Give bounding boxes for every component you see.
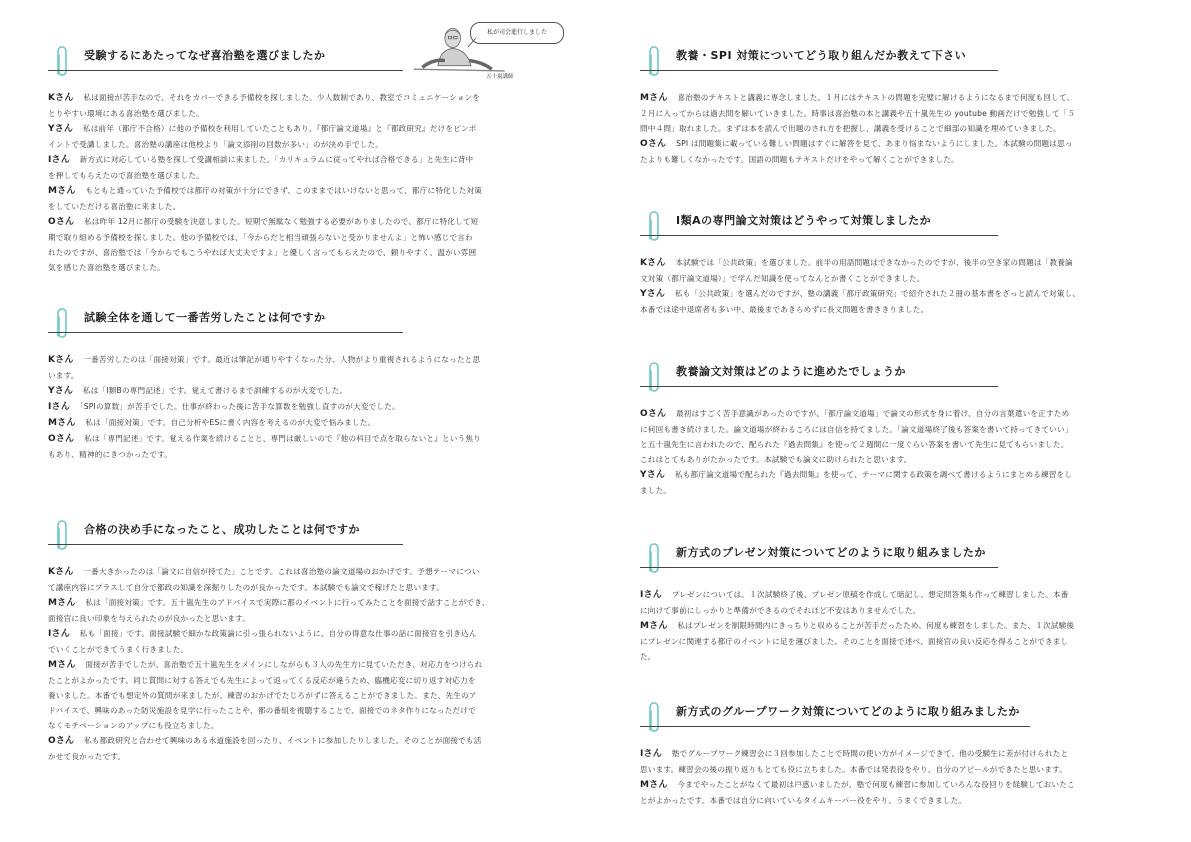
speaker-label: Mさん xyxy=(48,598,76,608)
answer-line xyxy=(48,688,554,703)
answer-paragraph xyxy=(48,214,554,275)
heading-underline xyxy=(48,332,403,333)
answer-text: て講座内容にプラスして自分で都政の知識を深掘りしたのが良かったです。本試験でも論文で稼げたと思います。 xyxy=(48,583,445,592)
paperclip-icon xyxy=(644,541,662,577)
paperclip-icon xyxy=(52,306,70,342)
answer-text: 養いました。本番でも想定外の質問が来ましたが、練習のおかげでたじろがずに答えることができました。また、先生のア xyxy=(48,691,477,700)
answer-text: もともと通っていた予備校では都庁の対策が十分にできず、このままではいけないと思って、都庁に特化した対策 xyxy=(85,186,483,195)
answer-text: ドバイスで、興味のあった防災施設を見学に行ったことや、都の番組を視聴することで、面接でのネタ作りになっただけで xyxy=(48,706,476,715)
paperclip-icon xyxy=(644,700,662,736)
qa-section xyxy=(640,360,1140,498)
answer-text: SPI は問題集に載っている難しい問題はすぐに解答を見て、あまり悩まないようにしました。本試験の問題は思っ xyxy=(676,139,1073,148)
speaker-label: Kさん xyxy=(640,258,666,268)
answer-line xyxy=(48,183,554,199)
answer-paragraph xyxy=(48,626,554,657)
speech-bubble-text: 私が司会進行しました xyxy=(486,29,547,36)
speaker-label: Iさん xyxy=(48,155,70,165)
section-body xyxy=(48,90,554,275)
heading-underline xyxy=(48,544,403,545)
answer-paragraph xyxy=(640,467,1140,498)
paperclip-icon xyxy=(52,518,70,554)
answer-line xyxy=(48,152,554,168)
section-heading xyxy=(640,360,1140,384)
answer-text: 私は面接が苦手なので、それをカバーできる予備校を探しました。少人数制であり、教室でコミュニケーションを xyxy=(83,93,481,102)
answer-line xyxy=(48,399,554,415)
answer-line xyxy=(48,718,554,733)
speaker-label: Iさん xyxy=(640,749,662,759)
qa-section xyxy=(640,541,1140,664)
section-body xyxy=(640,90,1140,167)
speech-bubble xyxy=(470,22,564,44)
instructor-caption: 五十嵐講師 xyxy=(486,74,514,80)
answer-text: を押してもらえたので喜治塾を選びました。 xyxy=(48,171,204,180)
answer-line xyxy=(48,564,554,580)
answer-line xyxy=(48,214,554,230)
section-heading xyxy=(640,209,1140,233)
answer-text: 気を感じた喜治塾を選びました。 xyxy=(48,263,165,272)
answer-line xyxy=(640,634,1140,649)
section-body xyxy=(640,746,1140,808)
speaker-label: Yさん xyxy=(640,289,666,299)
answer-text: 本試験では「公共政策」を選びました。前半の用語問題はできなかったのですが、後半の空き家の問題は「教養論 xyxy=(675,258,1073,267)
paperclip-icon xyxy=(52,44,70,80)
section-body xyxy=(48,564,554,764)
answer-text: たよりも難しくなかったです。国語の問題もテキストだけをやって解くことができました。 xyxy=(640,155,959,164)
paperclip-icon xyxy=(644,44,662,80)
answer-line xyxy=(640,618,1140,634)
answer-paragraph xyxy=(640,777,1140,808)
speaker-label: Iさん xyxy=(48,402,70,412)
answer-text: 私は昨年 12月に都庁の受験を決意しました。短期で無駄なく勉強する必要がありましたので、都庁に特化して短 xyxy=(84,217,479,226)
speaker-label: Kさん xyxy=(48,567,74,577)
speaker-label: Mさん xyxy=(640,93,668,103)
answer-paragraph xyxy=(640,746,1140,777)
answer-text: 一番大きかったのは「論文に自信が持てた」ことです。これは喜治塾の論文道場のおかげです。予想テーマについ xyxy=(83,567,480,576)
answer-line xyxy=(48,733,554,749)
section-body xyxy=(640,255,1140,317)
answer-text: 文対策（都庁論文道場）」で学んだ知識を使ってなんとか書くことができました。 xyxy=(640,274,925,283)
answer-text: 喜治塾のテキストと講義に専念しました。１月にはテキストの問題を完璧に解けるようになるまで何度も回して、 xyxy=(677,93,1075,102)
section-heading xyxy=(48,518,554,542)
speaker-label: Oさん xyxy=(48,736,75,746)
speaker-label: Kさん xyxy=(48,355,74,365)
section-heading xyxy=(640,700,1140,724)
answer-text: 私も「公共政策」を選んだのですが、塾の講義「都庁政策研究」で紹介された２冊の基本書をざっと読んで対策し、 xyxy=(674,289,1081,298)
answer-text: でいくことができてうまく行きました。 xyxy=(48,645,189,654)
section-body xyxy=(48,352,554,462)
speaker-label: Oさん xyxy=(48,434,75,444)
answer-paragraph xyxy=(640,136,1140,167)
heading-underline xyxy=(640,726,1030,727)
qa-section xyxy=(640,700,1140,808)
speaker-label: Oさん xyxy=(640,409,667,419)
answer-paragraph xyxy=(48,90,554,121)
answer-line xyxy=(640,152,1140,167)
answer-paragraph xyxy=(48,399,554,415)
answer-line xyxy=(640,649,1140,664)
answer-paragraph xyxy=(48,383,554,399)
answer-line xyxy=(640,452,1140,467)
answer-paragraph xyxy=(640,587,1140,618)
qa-section xyxy=(48,306,554,462)
speaker-label: Mさん xyxy=(48,186,76,196)
heading-underline xyxy=(640,567,998,568)
answer-line xyxy=(640,746,1140,762)
answer-text: とりやすい環境にある喜治塾を選びました。 xyxy=(48,109,204,118)
answer-line xyxy=(640,422,1140,437)
paperclip-icon xyxy=(644,360,662,396)
answer-text: 私も「面接」です。面接試験で細かな政策論に引っ張られないように、自分の得意な仕事の話に面接官を引き込ん xyxy=(79,629,477,638)
answer-paragraph xyxy=(640,90,1140,136)
speaker-label: Mさん xyxy=(640,621,668,631)
section-title: 新方式のグループワーク対策についてどのように取り組みましたか xyxy=(676,705,1020,718)
section-title: 合格の決め手になったこと、成功したことは何ですか xyxy=(84,523,360,536)
speaker-label: Oさん xyxy=(640,139,667,149)
answer-line xyxy=(640,121,1140,136)
answer-line xyxy=(640,271,1140,286)
section-body xyxy=(640,406,1140,498)
answer-line xyxy=(640,777,1140,793)
answer-text: をしていただける喜治塾に来ました。 xyxy=(48,202,181,211)
answer-line xyxy=(48,368,554,383)
answer-line xyxy=(640,467,1140,483)
answer-text: 期で取り組める予備校を探しました。他の予備校では、「今からだと相当頑張らないと受かりませんよ」と怖い感じで言わ xyxy=(48,233,473,242)
section-heading xyxy=(48,306,554,330)
heading-underline xyxy=(640,70,998,71)
speaker-label: Yさん xyxy=(640,470,666,480)
speaker-label: Oさん xyxy=(48,217,75,227)
answer-line xyxy=(48,121,554,137)
answer-text: ました。 xyxy=(640,486,672,495)
answer-line xyxy=(48,199,554,214)
qa-section xyxy=(640,209,1140,317)
section-body xyxy=(640,587,1140,664)
answer-line xyxy=(48,260,554,275)
answer-paragraph xyxy=(640,618,1140,664)
section-title: 新方式のプレゼン対策についてどのように取り組みましたか xyxy=(676,546,986,559)
answer-paragraph xyxy=(48,152,554,183)
answer-text: 私は「面接対策」です。五十嵐先生のアドバイスで実際に都のイベントに行ってみたことを面接で話すことができ、 xyxy=(85,598,490,607)
answer-text: 「SPIの算数」が苦手でした。仕事が終わった後に苦手な算数を勉強し直すのが大変でした。 xyxy=(79,402,400,411)
answer-text: に向けて事前にしっかりと準備ができるのでそれほど不安はありませんでした。 xyxy=(640,606,921,615)
section-title: 教養論文対策はどのように進めたでしょうか xyxy=(676,365,906,378)
heading-underline xyxy=(48,70,403,71)
answer-paragraph xyxy=(48,352,554,383)
heading-underline xyxy=(640,386,998,387)
answer-text: 面接が苦手でしたが、喜治塾で五十嵐先生をメインにしながらも３人の先生方に見ていただき、対応力をつけられ xyxy=(85,660,483,669)
answer-text: います。 xyxy=(48,371,79,380)
answer-line xyxy=(640,255,1140,271)
answer-text: 本番では途中退席者も多い中、最後まであきらめずに長文問題を書ききりました。 xyxy=(640,305,929,314)
answer-text: ２月に入ってからは過去問を解いていきました。時事は喜治塾の本と講義や五十嵐先生の youtube 動画だけで勉強して「５ xyxy=(640,109,1076,118)
answer-line xyxy=(640,106,1140,121)
answer-paragraph xyxy=(640,255,1140,286)
answer-text: 最初はすごく苦手意識があったのですが、「都庁論文道場」で論文の形式を身に着け、自分の言葉遣いを正すため xyxy=(676,409,1070,418)
answer-text: にプレゼンに関連する都庁のイベントに足を運びました。そのことを面接で述べ、面接官の良い反応を得ることができまし xyxy=(640,637,1069,646)
answer-text: 私は「I類Bの専門記述」です。覚えて書けるまで訓練するのが大変でした。 xyxy=(82,386,348,395)
answer-text: 私はプレゼンを制限時間内にきっちりと収めることが苦手だったため、何度も練習をしました。また、１次試験後 xyxy=(677,621,1075,630)
answer-text: 私も都政研究と合わせて興味のある水道施設を回ったり、イベントに参加したりしました。そのことが面接でも活 xyxy=(84,736,482,745)
speaker-label: Kさん xyxy=(48,93,74,103)
answer-line xyxy=(48,749,554,764)
answer-line xyxy=(48,626,554,642)
answer-text: プレゼンについては、１次試験終了後、プレゼン原稿を作成して暗記し、想定問答集も作って練習しました。本番 xyxy=(671,590,1069,599)
answer-paragraph xyxy=(48,183,554,214)
speaker-label: Mさん xyxy=(48,660,76,670)
answer-text: とがよかったです。本番では自分に向いているタイムキーパー役をやり、うまくできました。 xyxy=(640,796,967,805)
answer-text: 塾でグループワーク練習会に３回参加したことで時間の使い方がイメージできて、他の受験生に差が付けられたと xyxy=(671,749,1069,758)
answer-line xyxy=(48,245,554,260)
answer-text: なくモチベーションのアップにも役立ちました。 xyxy=(48,721,219,730)
answer-text: 私は「専門記述」です。覚える作業を続けることと、専門は厳しいので『他の科目で点を取らないと』という焦り xyxy=(84,434,481,443)
answer-text: 今までやったことがなくて最初は戸惑いましたが、塾で何度も練習に参加していろんな役回りを経験しておいたこ xyxy=(677,780,1075,789)
answer-text: たことがよかったです。同じ質問に対する答えでも先生によって返ってくる反応が違うため、臨機応変に切り返す対応力を xyxy=(48,676,476,685)
paperclip-icon xyxy=(644,209,662,245)
answer-line xyxy=(640,437,1140,452)
answer-line xyxy=(640,793,1140,808)
answer-text: イントで受講しました。喜治塾の講座は他校より「論文添削の回数が多い」のが決め手でした。 xyxy=(48,140,384,149)
answer-text: 一番苦労したのは「面接対策」です。最近は筆記が通りやすくなった分、人物がより重視されるようになったと思 xyxy=(83,355,481,364)
section-title: 教養・SPI 対策についてどう取り組んだか教えて下さい xyxy=(676,49,967,62)
answer-line xyxy=(48,230,554,245)
answer-text: に何回も書き続けました。論文道場が終わるころには自信を持てました。「論文道場終了後も答案を書いて持ってきていい」 xyxy=(640,425,1073,434)
answer-text: れたのですが、喜治塾では「今からでもこうやれば大丈夫ですよ」と優しく言ってもらえたので、頼りやすく、温かい雰囲 xyxy=(48,248,477,257)
answer-line xyxy=(48,383,554,399)
answer-line xyxy=(48,106,554,121)
answer-text: もあり、精神的にきつかったです。 xyxy=(48,450,173,459)
speaker-label: Mさん xyxy=(640,780,668,790)
answer-line xyxy=(48,703,554,718)
qa-section xyxy=(640,44,1140,167)
answer-text: た。 xyxy=(640,652,656,661)
answer-line xyxy=(640,483,1140,498)
section-heading xyxy=(640,44,1140,68)
answer-line xyxy=(48,642,554,657)
speaker-label: Iさん xyxy=(640,590,662,600)
qa-section xyxy=(48,518,554,764)
answer-paragraph xyxy=(48,733,554,764)
answer-text: 新方式に対応している塾を探して受講相談に来ました。「カリキュラムに従ってやれば合格できる」と先生に背中 xyxy=(79,155,474,164)
answer-text: 問中４問」取れました。まずは本を読んで出題のされ方を把握し、講義を受けることで細部の知識を埋めていきました。 xyxy=(640,124,1061,133)
speaker-label: Yさん xyxy=(48,124,74,134)
answer-paragraph xyxy=(48,121,554,152)
section-title: 受験するにあたってなぜ喜治塾を選びましたか xyxy=(84,49,326,62)
answer-text: 私は「面接対策」です。自己分析やESに書く内容を考えるのが大変で悩みました。 xyxy=(85,418,376,427)
answer-text: 面接官に良い印象を与えられたのが良かったと思います。 xyxy=(48,614,251,623)
answer-text: 私は前年（都庁不合格）に他の予備校を利用していたこともあり、『都庁論文道場』と『都政研究』だけをピンポ xyxy=(82,124,477,133)
answer-line xyxy=(48,595,554,611)
answer-paragraph xyxy=(48,431,554,462)
answer-line xyxy=(48,580,554,595)
answer-line xyxy=(48,431,554,447)
answer-paragraph xyxy=(48,657,554,733)
answer-line xyxy=(640,302,1140,317)
section-title: 試験全体を通して一番苦労したことは何ですか xyxy=(84,311,326,324)
section-heading xyxy=(48,44,554,68)
answer-line xyxy=(48,611,554,626)
answer-text: 私も都庁論文道場で配られた『過去問集』を使って、テーマに関する政策を調べて書けるようにまとめる練習をし xyxy=(674,470,1073,479)
speaker-label: Yさん xyxy=(48,386,74,396)
answer-line xyxy=(640,587,1140,603)
answer-paragraph xyxy=(48,595,554,626)
answer-text: これはとてもありがたかったです。本試験でも論文に助けられたと思います。 xyxy=(640,455,912,464)
answer-line xyxy=(48,137,554,152)
answer-line xyxy=(640,136,1140,152)
answer-text: かせて良かったです。 xyxy=(48,752,126,761)
section-title: Ⅰ類Aの専門論文対策はどうやって対策しましたか xyxy=(676,214,932,227)
answer-paragraph xyxy=(48,415,554,431)
answer-line xyxy=(640,286,1140,302)
answer-line xyxy=(48,673,554,688)
answer-line xyxy=(48,447,554,462)
section-heading xyxy=(640,541,1140,565)
answer-line xyxy=(48,90,554,106)
answer-paragraph xyxy=(640,286,1140,317)
answer-paragraph xyxy=(640,406,1140,467)
answer-text: 思います。練習会の後の振り返りもとても役に立ちました。本番では発表役をやり、自分のアピールができたと思います。 xyxy=(640,765,1067,774)
speaker-label: Iさん xyxy=(48,629,70,639)
answer-line xyxy=(640,90,1140,106)
answer-line xyxy=(48,352,554,368)
qa-section xyxy=(48,44,554,275)
answer-line xyxy=(48,657,554,673)
answer-text: と五十嵐先生に言われたので、配られた『過去問集』を使って２週間に一度ぐらい答案を書いて先生に見てもらいました。 xyxy=(640,440,1069,449)
answer-line xyxy=(48,168,554,183)
answer-line xyxy=(640,406,1140,422)
speaker-label: Mさん xyxy=(48,418,76,428)
answer-line xyxy=(640,603,1140,618)
answer-paragraph xyxy=(48,564,554,595)
heading-underline xyxy=(640,235,998,236)
answer-line xyxy=(640,762,1140,777)
answer-line xyxy=(48,415,554,431)
